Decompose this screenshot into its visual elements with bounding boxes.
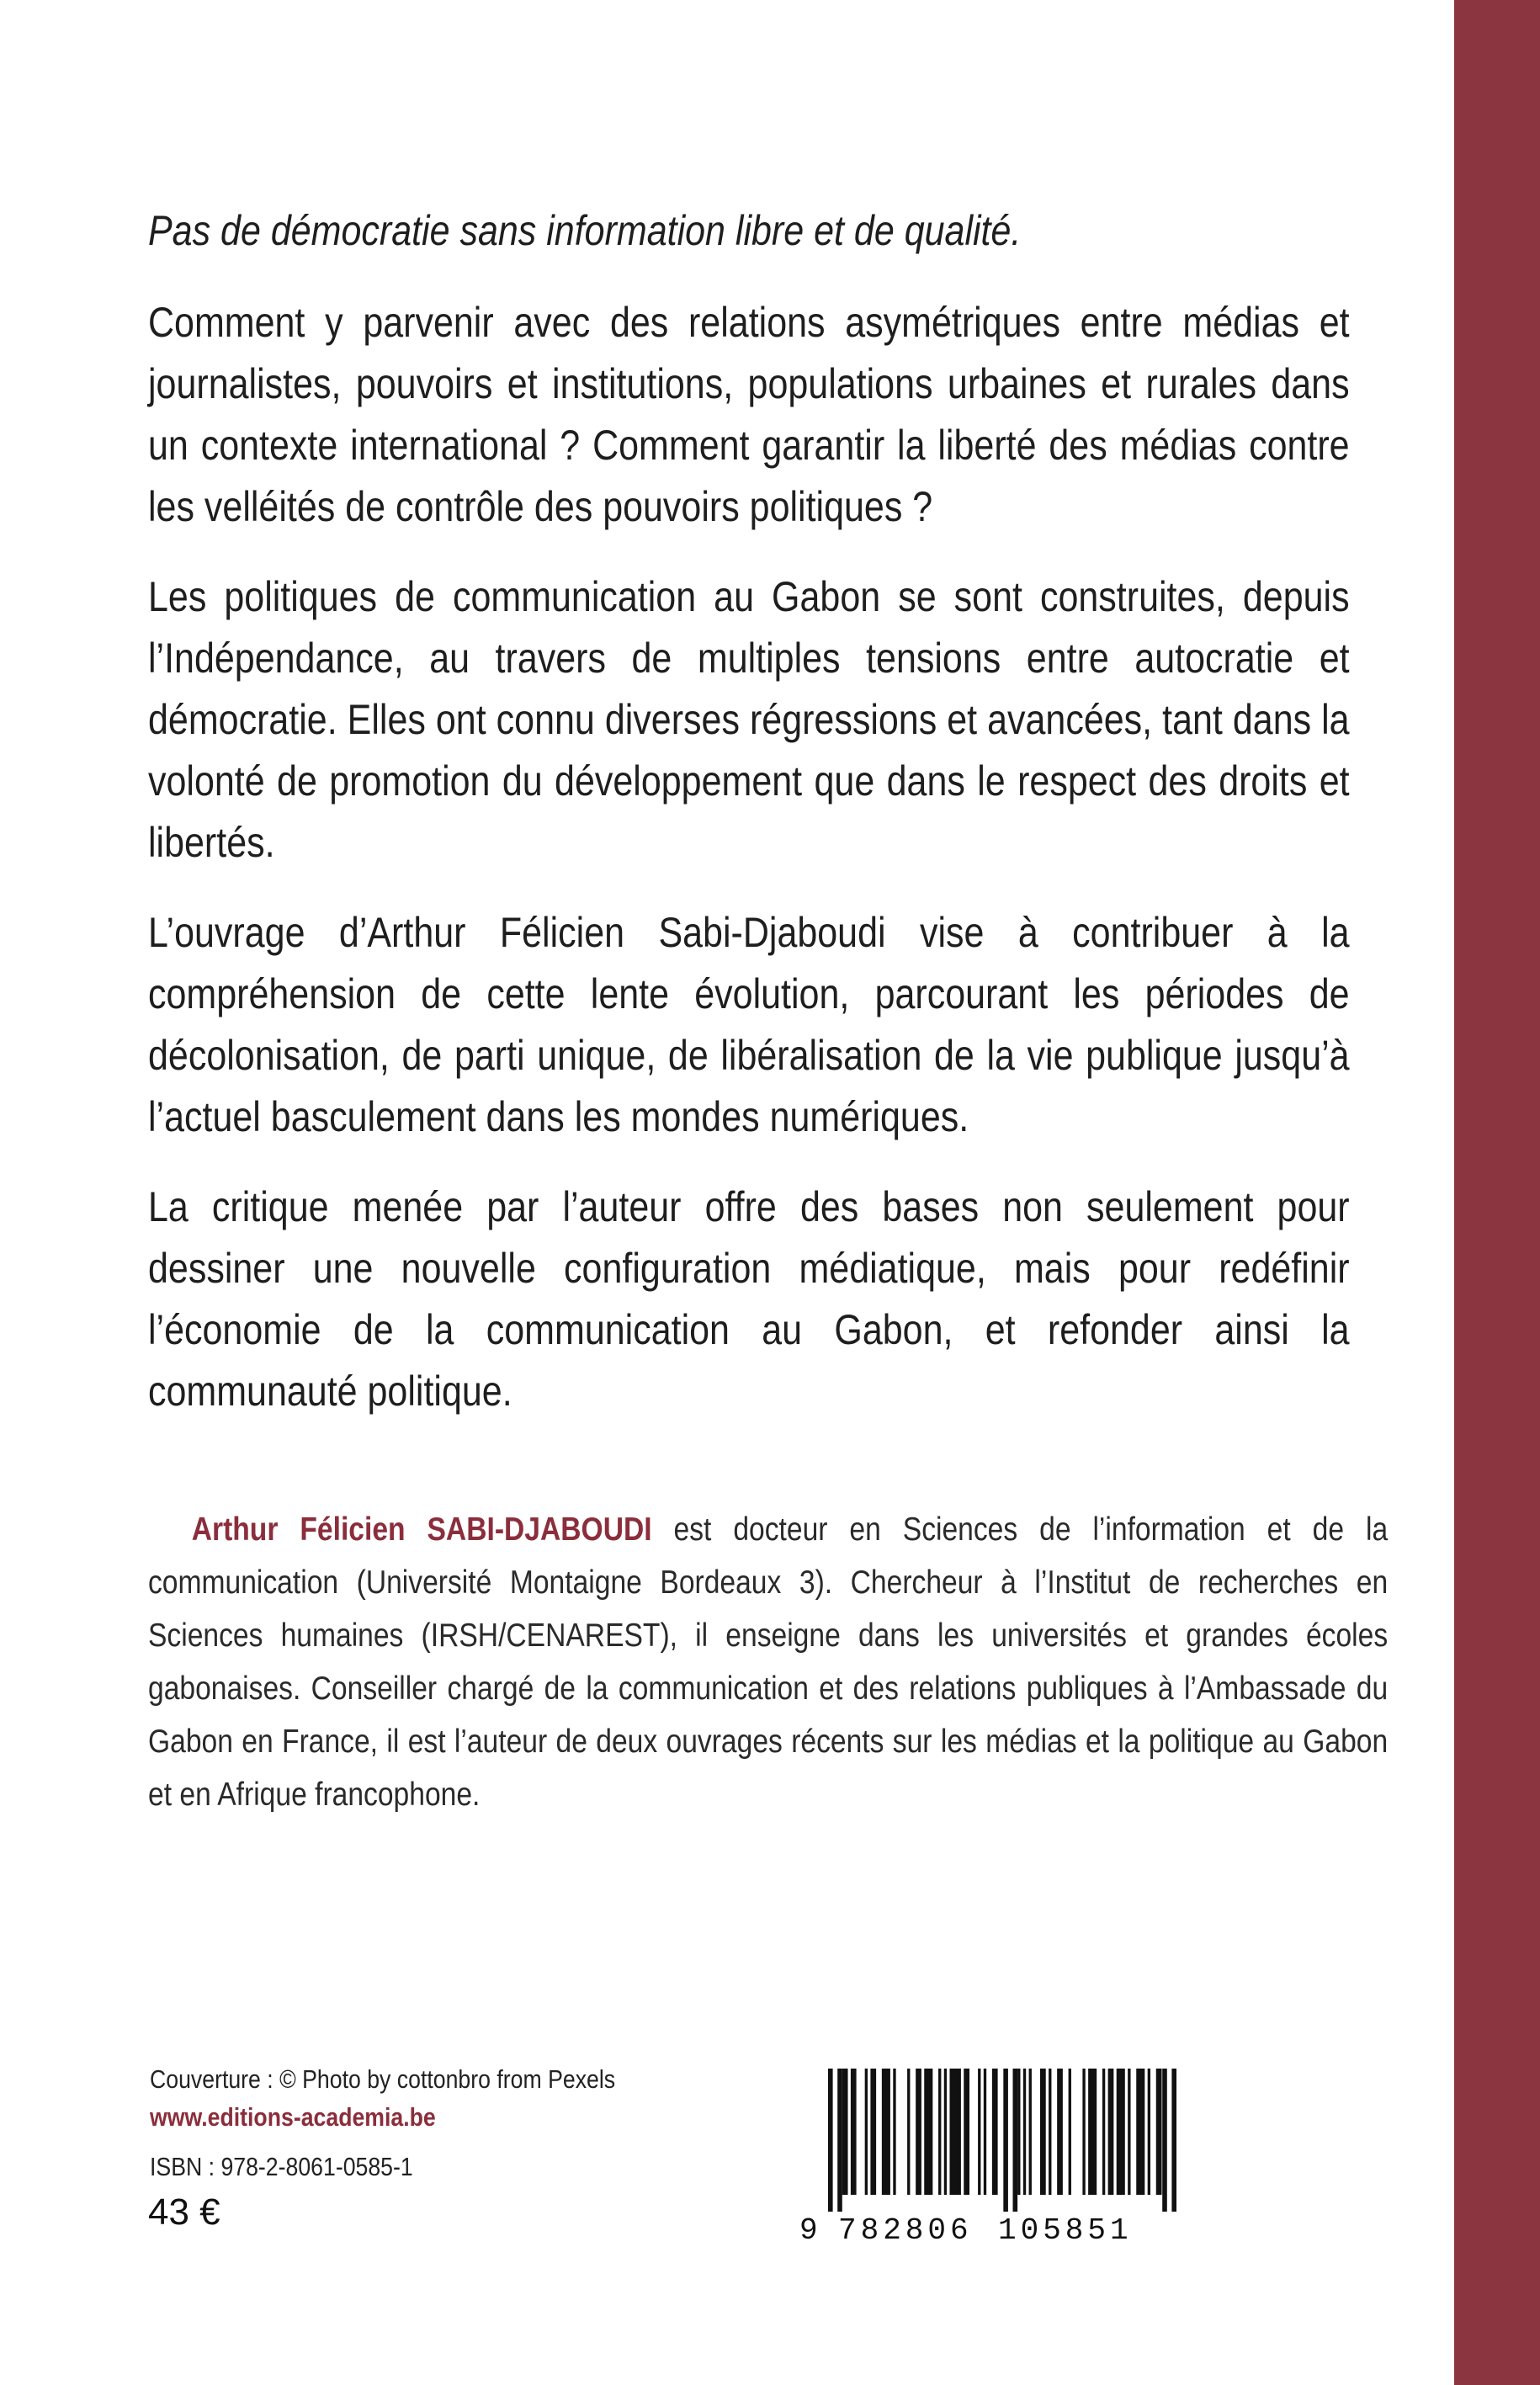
barcode-bar [944,2069,947,2195]
barcode-right-digits: 105851 [998,2213,1133,2248]
author-bio [148,1503,1389,1821]
barcode-bar [893,2069,895,2195]
barcode [799,2069,1176,2254]
barcode-bar [1082,2069,1085,2195]
barcode-bar [1156,2069,1162,2195]
price: 43 € [148,2191,220,2233]
author-name: Arthur Félicien SABI-DJABOUDI [191,1511,652,1548]
barcode-bar [984,2069,986,2195]
publisher-website-link[interactable]: www.editions-academia.be [150,2102,436,2132]
blurb-paragraph: Comment y parvenir avec des relations asymétriques entre médias et journalistes, pouvoirs et institutions, populations urbaines et rurales dans un contexte international ? Comment garantir la liberté des médias contre les velléités de contrôle des pouvoirs politiques ? [148,299,1350,530]
barcode-bar [1029,2069,1032,2195]
barcode-bar [851,2069,857,2195]
back-cover-blurb [148,200,1350,1451]
barcode-bar [1148,2069,1150,2195]
barcode-bar [992,2069,998,2195]
blurb-paragraph: L’ouvrage d’Arthur Félicien Sabi-Djaboudi vise à contribuer à la compréhension de cette lente évolution, parcourant les périodes de décolonisation, de parti unique, de libéralisation de la vie publique jusqu’à l’actuel basculement dans les mondes numériques. [148,909,1350,1140]
barcode-bar [1049,2069,1051,2195]
barcode-digits [799,2213,1176,2254]
barcode-lead-digit: 9 [799,2213,818,2248]
barcode-bar [1136,2069,1144,2195]
book-spine [1454,0,1540,2385]
barcode-bar [1069,2069,1071,2195]
barcode-guard-bar [837,2069,842,2212]
barcode-bar [882,2069,890,2195]
barcode-bars [799,2069,1176,2212]
barcode-guard-bar [828,2069,833,2212]
barcode-bar [1023,2069,1026,2195]
barcode-bar [1017,2069,1020,2195]
barcode-bar [1102,2069,1105,2195]
barcode-bar [842,2069,848,2195]
barcode-bar [1088,2069,1097,2195]
barcode-bar [1108,2069,1114,2195]
barcode-guard-bar [1171,2069,1176,2212]
publisher-footer [150,2060,691,2186]
barcode-bar [1057,2069,1063,2195]
barcode-bar [949,2069,960,2195]
barcode-bar [870,2069,876,2195]
tagline: Pas de démocratie sans information libre et de qualité. [148,207,1022,254]
barcode-guard-bar [1003,2069,1008,2212]
isbn: ISBN : 978-2-8061-0585-1 [150,2152,413,2181]
barcode-bar [1117,2069,1125,2195]
barcode-guard-bar [1162,2069,1167,2212]
barcode-bar [1128,2069,1130,2195]
barcode-bar [907,2069,910,2195]
author-bio-text: est docteur en Sciences de l’information et de la communication (Université Montaigne Bordeaux 3). Chercheur à l’Institut de recherches en Sciences humaines (IRSH/CENAREST), il enseigne dans les universités et grandes écoles gabonaises. Conseiller chargé de la communication et des relations publiques à l’Ambassade du Gabon en France, il est l’auteur de deux ouvrages récents sur les médias et la politique au Gabon et en Afrique francophone. [148,1511,1389,1813]
barcode-bar [938,2069,941,2195]
barcode-guard-bar [1013,2069,1018,2212]
barcode-left-digits: 782806 [838,2213,973,2248]
barcode-bar [964,2069,969,2195]
blurb-paragraph: Les politiques de communication au Gabon se sont construites, depuis l’Indépendance, au travers de multiples tensions entre autocratie et démocratie. Elles ont connu diverses régressions et avancées, tant dans la volonté de promotion du développement que dans le respect des droits et libertés. [148,573,1350,866]
barcode-bar [978,2069,980,2195]
barcode-bar [865,2069,868,2195]
barcode-bar [1040,2069,1046,2195]
cover-credit: Couverture : © Photo by cottonbro from Pexels [150,2064,616,2094]
blurb-paragraph: La critique menée par l’auteur offre des bases non seulement pour dessiner une nouvelle configuration médiatique, mais pour redéfinir l’économie de la communication au Gabon, et refonder ainsi la communauté politique. [148,1183,1350,1415]
barcode-bar [916,2069,921,2195]
barcode-bar [924,2069,932,2195]
